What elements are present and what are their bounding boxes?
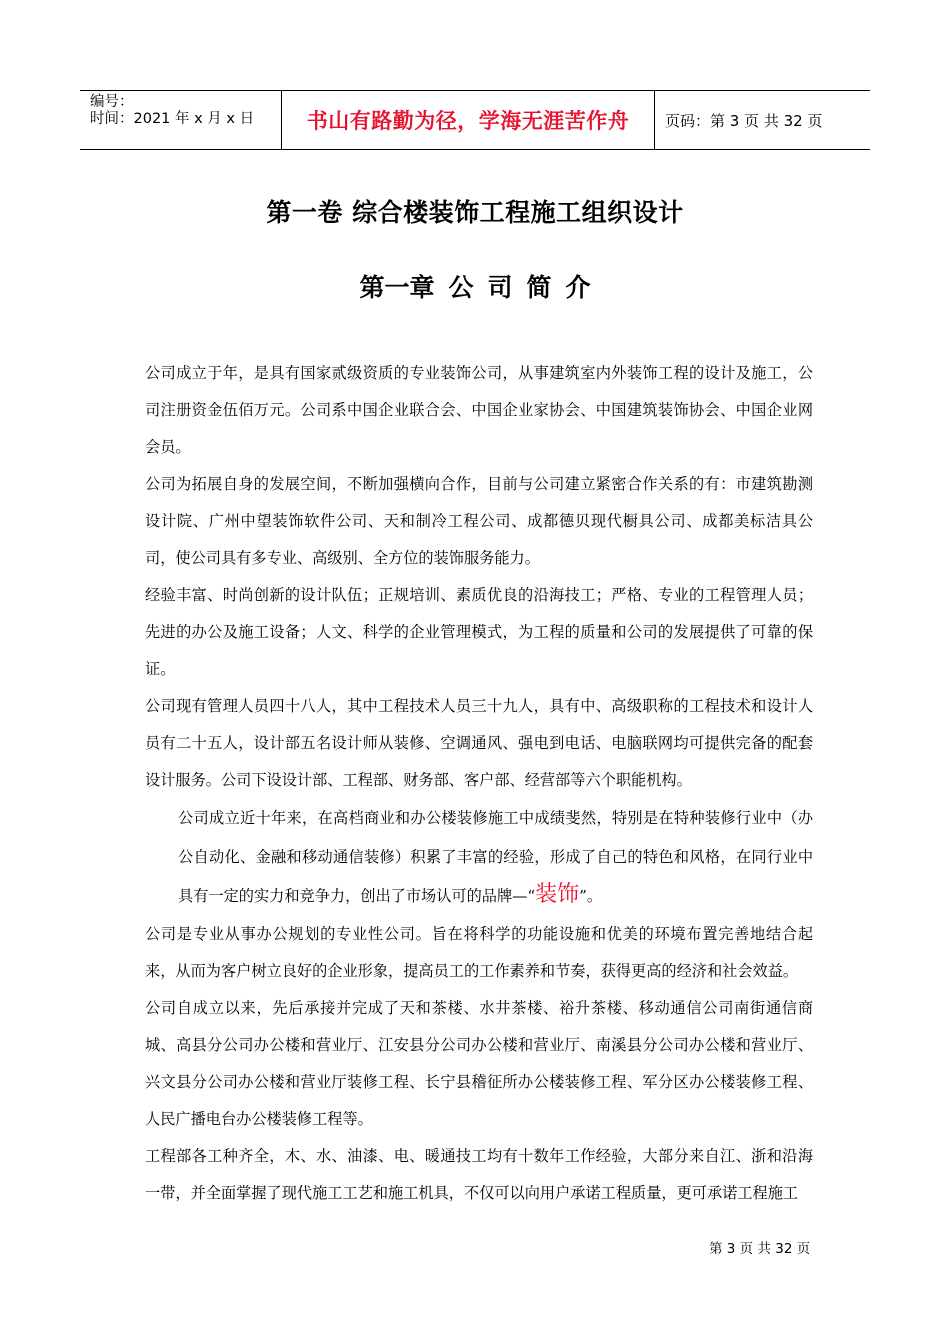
document-title: 第一卷 综合楼装饰工程施工组织设计 bbox=[266, 198, 684, 227]
indented-text-after: ”。 bbox=[579, 887, 603, 905]
header-page-label: 页码：第 3 页 共 32 页 bbox=[665, 111, 823, 130]
number-label: 编号： bbox=[90, 94, 134, 110]
body-paragraph: 工程部各工种齐全，木、水、油漆、电、暖通技工均有十数年工作经验，大部分来自江、浙和沿海一带，并全面掌握了现代施工工艺和施工机具，不仅可以向用户承诺工程质量，更可承诺工程施工 bbox=[145, 1146, 813, 1202]
indented-paragraph bbox=[145, 799, 813, 916]
document-header bbox=[80, 90, 870, 150]
body-paragraph: 经验丰富、时尚创新的设计队伍；正规培训、素质优良的沿海技工；严格、专业的工程管理人员；先进的办公及施工设备；人文、科学的企业管理模式，为工程的质量和公司的发展提供了可靠的保证。 bbox=[145, 586, 813, 678]
header-meta bbox=[80, 91, 281, 149]
chapter-char: 公 bbox=[448, 273, 474, 302]
indented-text-before: 公司成立近十年来，在高档商业和办公楼装修施工中成绩斐然，特别是在特种装修行业中（办公自动化、金融和移动通信装修）积累了丰富的经验，形成了自己的特色和风格，在同行业中具有一定的实力和竞争力，创出了市场认可的品牌—“ bbox=[178, 809, 813, 905]
body-paragraph: 公司成立于年，是具有国家贰级资质的专业装饰公司，从事建筑室内外装饰工程的设计及施工，公司注册资金伍佰万元。公司系中国企业联合会、中国企业家协会、中国建筑装饰协会、中国企业网会员。 bbox=[145, 364, 813, 456]
chapter-title bbox=[0, 268, 950, 304]
body-paragraph: 公司自成立以来，先后承接并完成了天和茶楼、水井茶楼、裕升茶楼、移动通信公司南街通信商城、高县分公司办公楼和营业厅、江安县分公司办公楼和营业厅、南溪县分公司办公楼和营业厅、兴文县分公司办公楼和营业厅装修工程、长宁县稽征所办公楼装修工程、军分区办公楼装修工程、人民广播电台办公楼装修工程等。 bbox=[145, 998, 813, 1128]
body-paragraph: 公司现有管理人员四十八人，其中工程技术人员三十九人，具有中、高级职称的工程技术和设计人员有二十五人，设计部五名设计师从装修、空调通风、强电到电话、电脑联网均可提供完备的配套设计服务。公司下设设计部、工程部、财务部、客户部、经营部等六个职能机构。 bbox=[145, 697, 813, 789]
chapter-char: 司 bbox=[487, 273, 513, 302]
body-paragraph: 公司是专业从事办公规划的专业性公司。旨在将科学的功能设施和优美的环境布置完善地结合起来，从而为客户树立良好的企业形象，提高员工的工作素养和节奏，获得更高的经济和社会效益。 bbox=[145, 924, 813, 980]
page-footer: 第 3 页 共 32 页 bbox=[709, 1241, 811, 1257]
chapter-char: 介 bbox=[565, 273, 591, 302]
document-body bbox=[145, 355, 813, 1212]
brand-name: 装饰 bbox=[535, 882, 580, 907]
date-label: 时间：2021 年 x 月 x 日 bbox=[90, 111, 255, 127]
chapter-prefix: 第一章 bbox=[359, 273, 435, 302]
chapter-char: 简 bbox=[526, 273, 552, 302]
body-paragraph: 公司为拓展自身的发展空间，不断加强横向合作，目前与公司建立紧密合作关系的有：市建筑勘测设计院、广州中望装饰软件公司、天和制冷工程公司、成都德贝现代橱具公司、成都美标洁具公司，使公司具有多专业、高级别、全方位的装饰服务能力。 bbox=[145, 475, 813, 567]
header-motto: 书山有路勤为径，学海无涯苦作舟 bbox=[281, 91, 655, 149]
